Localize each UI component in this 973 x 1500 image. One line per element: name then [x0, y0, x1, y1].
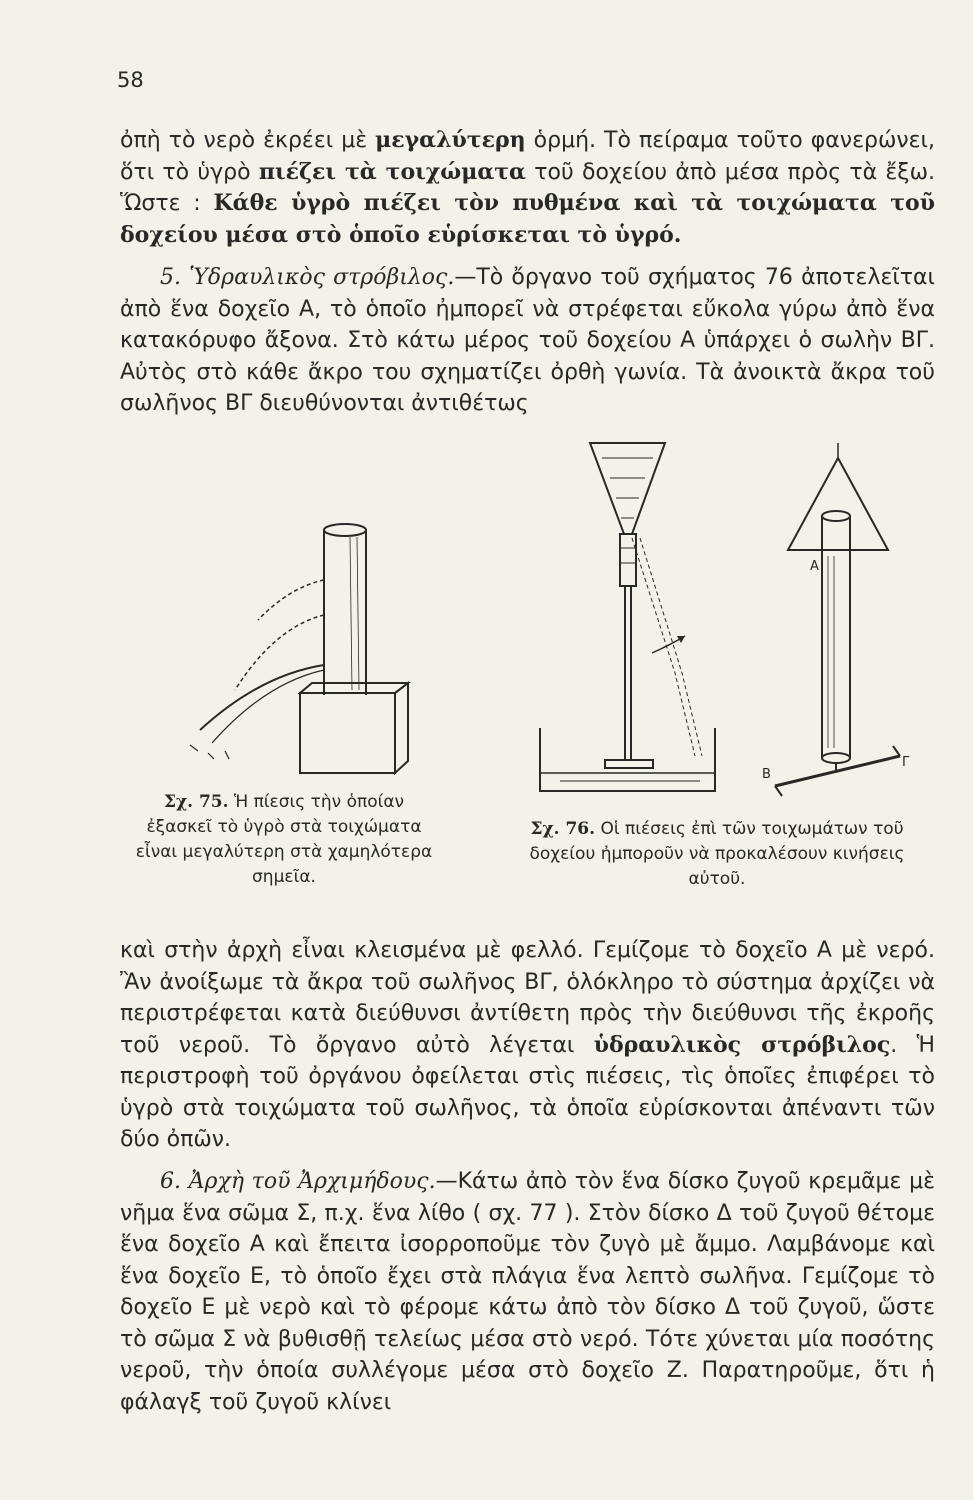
text-run: ὀπὴ τὸ νερὸ ἐκρέει μὲ [120, 128, 376, 153]
page-number: 58 [117, 68, 144, 92]
emphasis-presses-walls: πιέζει τὰ τοιχώματα [258, 158, 526, 185]
figure-76-drawing [530, 438, 920, 800]
paragraph-turbine-explanation [120, 935, 935, 1156]
figure-76-caption-text: Οἱ πιέσεις ἐπὶ τῶν τοιχωμάτων τοῦ δοχείου ἠμποροῦν νὰ προκαλέσουν κινήσεις αὐτοῦ. [529, 819, 905, 889]
text-run: . Ἡ περιστροφὴ τοῦ ὀργάνου ὀφείλεται στὶς πιέσεις, τὶς ὁποῖες ἐπιφέρει τὸ ὑγρὸ στὰ τοιχώματα τοῦ σωλῆνος, τὰ ὁποῖα εὑρίσκονται ἀπέναντι τῶν δύο ὀπῶν. [120, 1032, 936, 1152]
section-5-title: Ὑδραυλικὸς στρόβιλος. [189, 265, 455, 290]
section-5-paragraph [120, 262, 935, 420]
section-5-number: 5. [160, 265, 181, 290]
figure-75-caption-text: Ἡ πίεσις τὴν ὁποίαν ἐξασκεῖ τὸ ὑγρὸ στὰ τοιχώματα εἶναι μεγαλύτερη στὰ χαμηλότερα σημεῖα. [135, 792, 433, 887]
section-6-text: —Κάτω ἀπὸ τὸν ἕνα δίσκο ζυγοῦ κρεμᾶμε μὲ νῆμα ἕνα σῶμα Σ, π.χ. ἕνα λίθο ( σχ. 77 ). Στὸν δίσκο Δ τοῦ ζυγοῦ θέτομε ἕνα δοχεῖο Α καὶ ἔπειτα ἰσορροποῦμε τὸν ζυγὸ μὲ ἄμμο. Λαμβάνομε καὶ ἕνα δοχεῖο Ε, τὸ ὁποῖο ἔχει στὰ πλάγια ἕνα λεπτὸ σωλῆνα. Γεμίζομε τὸ δοχεῖο Ε μὲ νερὸ καὶ τὸ φέρομε κάτω ἀπὸ τὸν δίσκο Δ τοῦ ζυγοῦ, ὥστε τὸ σῶμα Σ νὰ βυθισθῇ τελείως μέσα στὸ νερό. Τότε χύνεται μία ποσότης νεροῦ, τὴν ὁποία συλλέγομε μέσα στὸ δοχεῖο Ζ. Παρατηροῦμε, ὅτι ἡ φάλαγξ τοῦ ζυγοῦ κλίνει [120, 1169, 936, 1415]
section-6-paragraph [120, 1166, 935, 1418]
figure-75-caption [133, 790, 435, 890]
section-6-number: 6. [160, 1169, 181, 1194]
section-5-text: —Τὸ ὄργανο τοῦ σχήματος 76 ἀποτελεῖται ἀπὸ ἕνα δοχεῖο Α, τὸ ὁποῖο ἠμπορεῖ νὰ στρέφεται εὔκολα γύρω ἀπὸ ἕνα κατακόρυφο ἄξονα. Στὸ κάτω μέρος τοῦ δοχείου Α ὑπάρχει ὁ σωλὴν ΒΓ. Αὐτὸς στὸ κάθε ἄκρο του σχηματίζει ὀρθὴ γωνία. Τὰ ἀνοικτὰ ἄκρα τοῦ σωλῆνος ΒΓ διευθύνονται ἀντιθέτως [120, 265, 935, 416]
label-B: Β [762, 767, 771, 782]
paragraph-pressure-conclusion [120, 125, 935, 251]
text-run: τοῦ δοχείου ἀπὸ μέσα πρὸς τὰ ἔξω. Ὥστε : [120, 159, 935, 216]
emphasis-rule: Κάθε ὑγρὸ πιέζει τὸν πυθμένα καὶ τὰ τοιχώματα τοῦ δοχείου μέσα στὸ ὁποῖο εὑρίσκεται τὸ ὑγρό. [120, 190, 935, 248]
label-G: Γ [902, 755, 910, 770]
figure-75-drawing [140, 515, 420, 785]
emphasis-greater: μεγαλύτερη [375, 127, 526, 153]
figure-76-caption [522, 817, 912, 892]
emphasis-hydraulic-turbine: ὑδραυλικὸς στρόβιλος [593, 1031, 891, 1058]
figure-76-label: Σχ. 76. [530, 819, 596, 839]
text-run: ὁρμή. Τὸ πείραμα τοῦτο φανερώνει, ὅτι τὸ ὑγρὸ [120, 128, 935, 185]
text-run: καὶ στὴν ἀρχὴ εἶναι κλεισμένα μὲ φελλό. Γεμίζομε τὸ δοχεῖο Α μὲ νερό. Ἂν ἀνοίξωμε τὰ ἄκρα τοῦ σωλῆνος ΒΓ, ὁλόκληρο τὸ σύστημα ἀρχίζει νὰ περιστρέφεται κατὰ διεύθυνσι ἀντίθετη πρὸς τὴν διεύθυνσι τῆς ἐκροῆς τοῦ νεροῦ. Τὸ ὄργανο αὐτὸ λέγεται [120, 938, 935, 1058]
figure-75-label: Σχ. 75. [163, 792, 229, 812]
section-6-title: Ἀρχὴ τοῦ Ἀρχιμήδους. [188, 1169, 436, 1194]
label-A: Α [810, 559, 819, 574]
